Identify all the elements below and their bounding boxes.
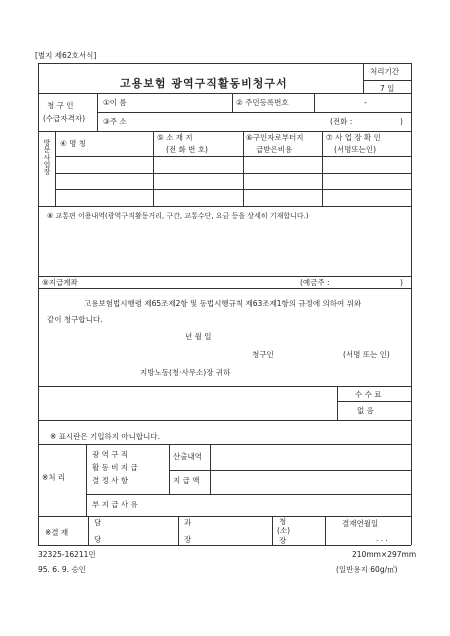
declaration-claimant: 청구인 [252,350,274,359]
phone-label: (전화 : [330,117,353,126]
declaration-recipient: 지방노동(청·사무소)장 귀하 [140,368,231,377]
approval-date-dots: . . . [376,534,388,543]
declaration-sign: (서명 또는 인) [343,350,390,359]
form-code: 32325-16211민 [38,550,96,559]
decision-line3: 결 정 사 항 [92,476,129,485]
col-location: ⑤ 소 재 지 [157,133,193,142]
processing-period-value: 7 일 [380,84,395,93]
staff-top: 담 [94,518,102,527]
fee-value: 없 음 [357,406,374,415]
rrn-dash: - [364,98,367,107]
col-cost: ⑥구인자로부터지 [246,133,304,142]
paper-size: 210mm×297mm [352,550,417,559]
office-top: 청 [279,517,287,526]
decision-line2: 활 동 비 지 급 [92,463,138,472]
holder-label: (예금주 : [300,278,330,287]
transport-label: ⑧ 교통편 이용내역(광역구직활동거리, 구간, 교통수단, 요금 등을 상세히 기재합니다.) [47,212,309,220]
approved-date: 95. 6. 9. 승인 [38,565,86,574]
col-cost-sub: 급받은비용 [256,145,293,154]
office-bottom: 장 [279,536,287,545]
approval-label: ※결 재 [45,528,69,537]
calc-label: 산출내역 [173,452,202,461]
holder-close: ) [400,278,403,287]
claimant-label: 청 구 인 [47,101,74,110]
phone-close: ) [400,117,403,126]
declaration-date: 년 월 일 [185,332,212,341]
fee-label: 수 수 료 [355,390,382,399]
col-workplace-name: ④ 명 칭 [60,139,86,148]
section-bottom: 장 [184,535,192,544]
paper-type: (일반용지 60g/㎡) [336,565,398,574]
declaration-line1: 고용보험법시행령 제65조제2항 및 동법시행규칙 제63조제1항의 규정에 의하여 위와 [84,299,362,308]
staff-bottom: 당 [94,535,102,544]
rrn-label: ② 주민등록번호 [236,98,289,107]
decision-line1: 광 역 구 직 [92,450,129,459]
col-location-sub: (전 화 번 호) [166,145,208,154]
approval-date-label: 결재연월일 [342,519,379,528]
processing-box-label: ※처 리 [42,473,66,482]
col-confirm: ⑦ 사 업 장 확 인 [326,133,381,142]
form-title: 고용보험 광역구직활동비청구서 [120,77,288,90]
account-label: ⑨지급계좌 [42,278,78,287]
section-top: 과 [184,518,192,527]
processing-period-label: 처리기간 [370,67,399,76]
pay-label: 지 급 액 [173,476,200,485]
col-confirm-sub: (서명또는인) [334,145,377,154]
reason-label: 부 지 급 사 유 [92,500,138,509]
visit-side-label: 방문사업장 [43,139,51,177]
office-mid: (소) [277,526,291,535]
form-number: [별지 제62호서식] [35,51,97,60]
claimant-sub-label: (수급자격자) [43,114,86,123]
address-label: ③주 소 [103,117,127,126]
notice: ※ 표시란은 기입하지 아니합니다. [50,432,161,441]
name-label: ①이 름 [103,98,127,107]
declaration-line2: 같이 청구합니다. [47,315,103,324]
